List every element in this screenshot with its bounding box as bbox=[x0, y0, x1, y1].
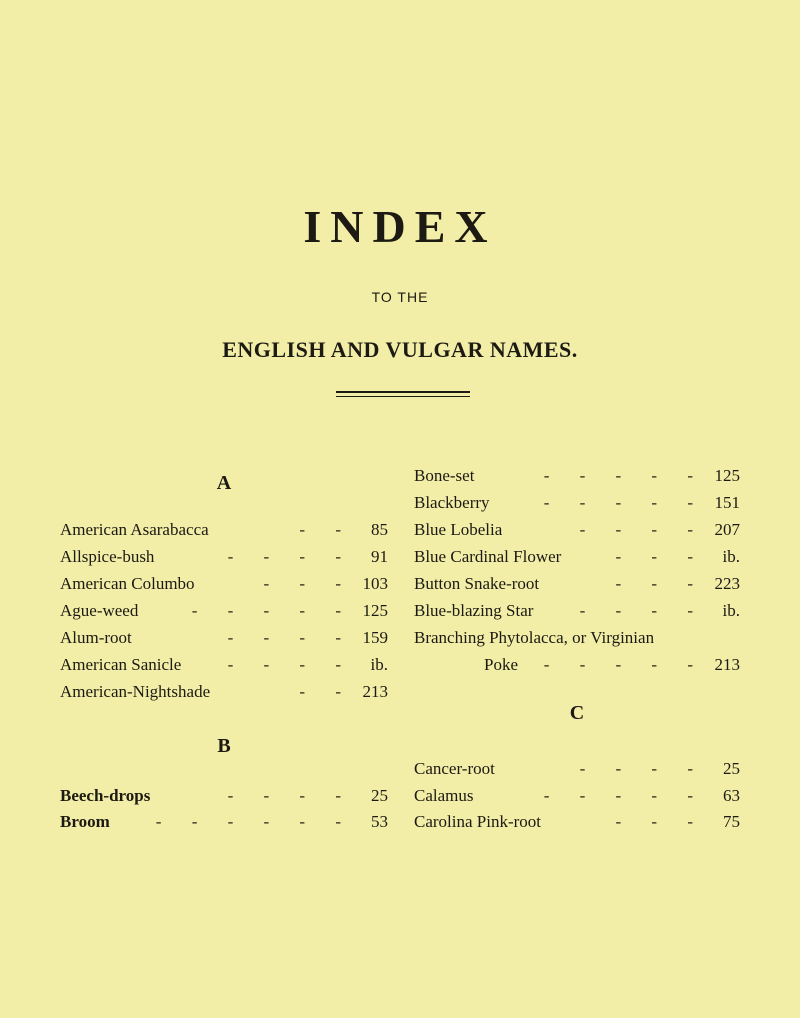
entry-name: Beech-drops bbox=[60, 786, 151, 805]
entry-leader: - - - - bbox=[227, 655, 354, 674]
section-letter-c: C bbox=[569, 702, 585, 724]
index-entry bbox=[414, 810, 740, 834]
entry-leader: - - - - bbox=[579, 520, 706, 539]
section-letter-a: A bbox=[216, 472, 232, 494]
page-heading: ENGLISH AND VULGAR NAMES. bbox=[222, 337, 578, 362]
entry-page: ib. bbox=[370, 655, 388, 674]
entry-page: 125 bbox=[362, 601, 388, 620]
index-entry bbox=[60, 545, 388, 569]
entry-leader: - - - - bbox=[579, 759, 706, 778]
entry-name: American Sanicle bbox=[60, 655, 182, 674]
entry-page: 159 bbox=[362, 628, 388, 647]
entry-name: American Asarabacca bbox=[60, 520, 209, 539]
index-entry bbox=[414, 653, 740, 677]
index-entry bbox=[414, 491, 740, 515]
index-entry bbox=[60, 572, 388, 596]
entry-page: 63 bbox=[723, 786, 740, 805]
entry-page: 103 bbox=[362, 574, 388, 593]
entry-page: 151 bbox=[714, 493, 740, 512]
index-entry bbox=[414, 545, 740, 569]
page-title: INDEX bbox=[303, 201, 497, 252]
entry-leader: - - bbox=[299, 682, 354, 701]
index-entry bbox=[60, 518, 388, 542]
page-subtitle: TO THE bbox=[371, 289, 429, 305]
entry-page: 213 bbox=[714, 655, 740, 674]
entry-leader: - - - - - bbox=[543, 655, 706, 674]
entry-page: 85 bbox=[371, 520, 388, 539]
entry-leader: - - - - - bbox=[543, 786, 706, 805]
index-entry bbox=[60, 784, 388, 808]
entry-leader: - - - - bbox=[227, 786, 354, 805]
entry-leader: - - - - - - bbox=[155, 812, 354, 831]
entry-name: Blackberry bbox=[414, 493, 490, 512]
entry-leader: - - - bbox=[615, 547, 706, 566]
entry-page: 53 bbox=[371, 812, 388, 831]
entry-leader: - - - bbox=[615, 812, 706, 831]
entry-page: 75 bbox=[723, 812, 740, 831]
entry-name: Blue Lobelia bbox=[414, 520, 503, 539]
entry-name: American Columbo bbox=[60, 574, 195, 593]
index-entry bbox=[60, 599, 388, 623]
entry-name: American-Nightshade bbox=[60, 682, 211, 701]
entry-name: Calamus bbox=[414, 786, 474, 805]
entry-leader: - - - bbox=[615, 574, 706, 593]
index-entry bbox=[60, 626, 388, 650]
entry-page: 213 bbox=[362, 682, 388, 701]
entry-name: Allspice-bush bbox=[60, 547, 155, 566]
index-entry bbox=[60, 680, 388, 704]
index-entry bbox=[60, 810, 388, 834]
entry-leader: - - - - bbox=[227, 547, 354, 566]
entry-name: Bone-set bbox=[414, 466, 475, 485]
section-letter-b: B bbox=[217, 735, 231, 757]
entry-leader: - - - - bbox=[579, 601, 706, 620]
entry-leader: - - - - bbox=[227, 628, 354, 647]
entry-page: 25 bbox=[723, 759, 740, 778]
entry-leader: - - - - - bbox=[543, 493, 706, 512]
entry-page: 125 bbox=[714, 466, 740, 485]
entry-name: Alum-root bbox=[60, 628, 132, 647]
entry-name: Poke bbox=[484, 655, 518, 674]
entry-leader: - - - - - bbox=[191, 601, 354, 620]
entry-name: Button Snake-root bbox=[414, 574, 540, 593]
entry-name: Cancer-root bbox=[414, 759, 495, 778]
index-entry bbox=[414, 599, 740, 623]
entry-leader: - - bbox=[299, 520, 354, 539]
entry-page: 207 bbox=[714, 520, 740, 539]
index-entry-line1: Branching Phytolacca, or Virginian bbox=[414, 628, 655, 647]
double-rule-divider bbox=[336, 391, 470, 397]
entry-name: Blue Cardinal Flower bbox=[414, 547, 562, 566]
entry-leader: - - - - - bbox=[543, 466, 706, 485]
entry-name: Carolina Pink-root bbox=[414, 812, 542, 831]
entry-page: ib. bbox=[722, 601, 740, 620]
index-entry bbox=[414, 518, 740, 542]
entry-page: ib. bbox=[722, 547, 740, 566]
index-entry bbox=[414, 464, 740, 488]
entry-page: 91 bbox=[371, 547, 388, 566]
entry-page: 223 bbox=[714, 574, 740, 593]
entry-name: Broom bbox=[60, 812, 110, 831]
index-entry bbox=[414, 757, 740, 781]
index-entry bbox=[60, 653, 388, 677]
entry-name: Ague-weed bbox=[60, 601, 139, 620]
index-entry bbox=[414, 572, 740, 596]
entry-page: 25 bbox=[371, 786, 388, 805]
index-entry bbox=[414, 784, 740, 808]
entry-leader: - - - bbox=[263, 574, 354, 593]
entry-name: Blue-blazing Star bbox=[414, 601, 534, 620]
